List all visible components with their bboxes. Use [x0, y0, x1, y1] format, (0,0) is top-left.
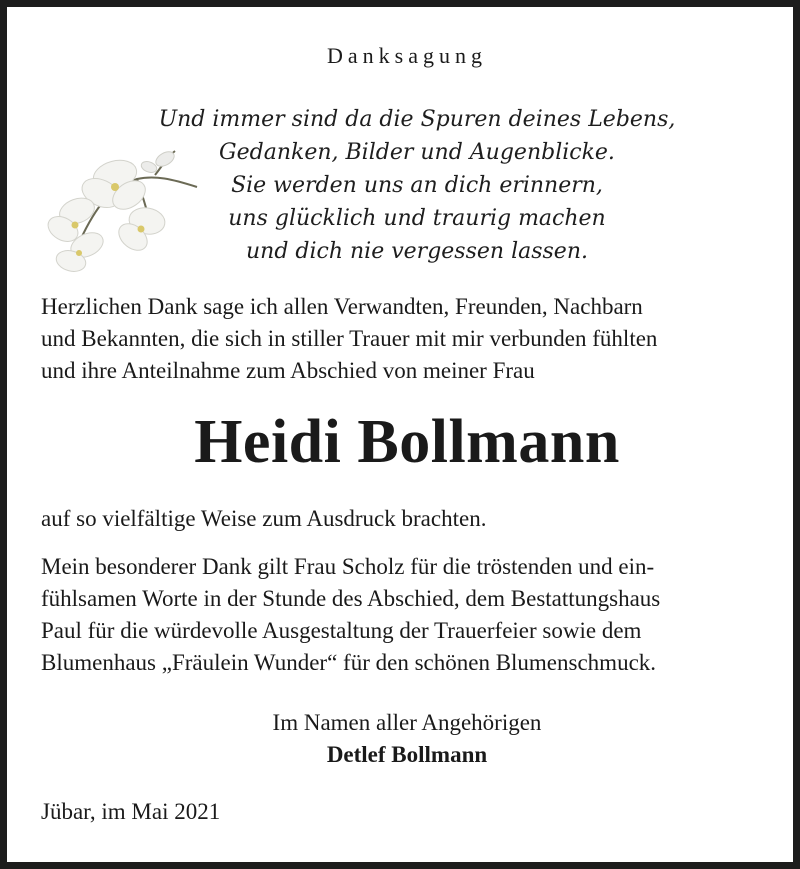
poem-line: uns glücklich und traurig machen: [228, 206, 606, 231]
paragraph-line: fühlsamen Worte in der Stunde des Abschied, dem Bestattungshaus: [41, 586, 661, 611]
poem-line: und dich nie vergessen lassen.: [246, 239, 588, 264]
deceased-name: Heidi Bollmann: [194, 408, 620, 476]
thanks-intro-paragraph: [41, 291, 776, 387]
place-and-date: Jübar, im Mai 2021: [41, 799, 221, 824]
poem-line: Sie werden uns an dich erinnern,: [231, 173, 603, 198]
paragraph-line: Herzlichen Dank sage ich allen Verwandten, Freunden, Nachbarn: [41, 294, 643, 319]
paragraph-line: Mein besonderer Dank gilt Frau Scholz für die tröstenden und ein-: [41, 554, 655, 579]
special-thanks-paragraph: [41, 551, 776, 679]
poem-line: Und immer sind da die Spuren deines Lebens,: [158, 107, 676, 132]
paragraph-line: Blumenhaus „Fräulein Wunder“ für den schönen Blumenschmuck.: [41, 650, 657, 675]
notice-heading: Danksagung: [327, 43, 487, 68]
paragraph-line: auf so vielfältige Weise zum Ausdruck brachten.: [41, 506, 487, 531]
paragraph-line: und Bekannten, die sich in stiller Trauer mit mir verbunden fühlten: [41, 326, 658, 351]
poem-line: Gedanken, Bilder und Augenblicke.: [219, 140, 615, 165]
paragraph-line: und ihre Anteilnahme zum Abschied von meiner Frau: [41, 358, 535, 383]
closing-signature: [7, 707, 800, 771]
closing-line: Im Namen aller Angehörigen: [272, 710, 542, 735]
signer-name: Detlef Bollmann: [326, 742, 488, 767]
paragraph-line: Paul für die würdevolle Ausgestaltung der Trauerfeier sowie dem: [41, 618, 642, 643]
memorial-poem: [157, 103, 677, 268]
after-name-paragraph: [41, 503, 776, 535]
